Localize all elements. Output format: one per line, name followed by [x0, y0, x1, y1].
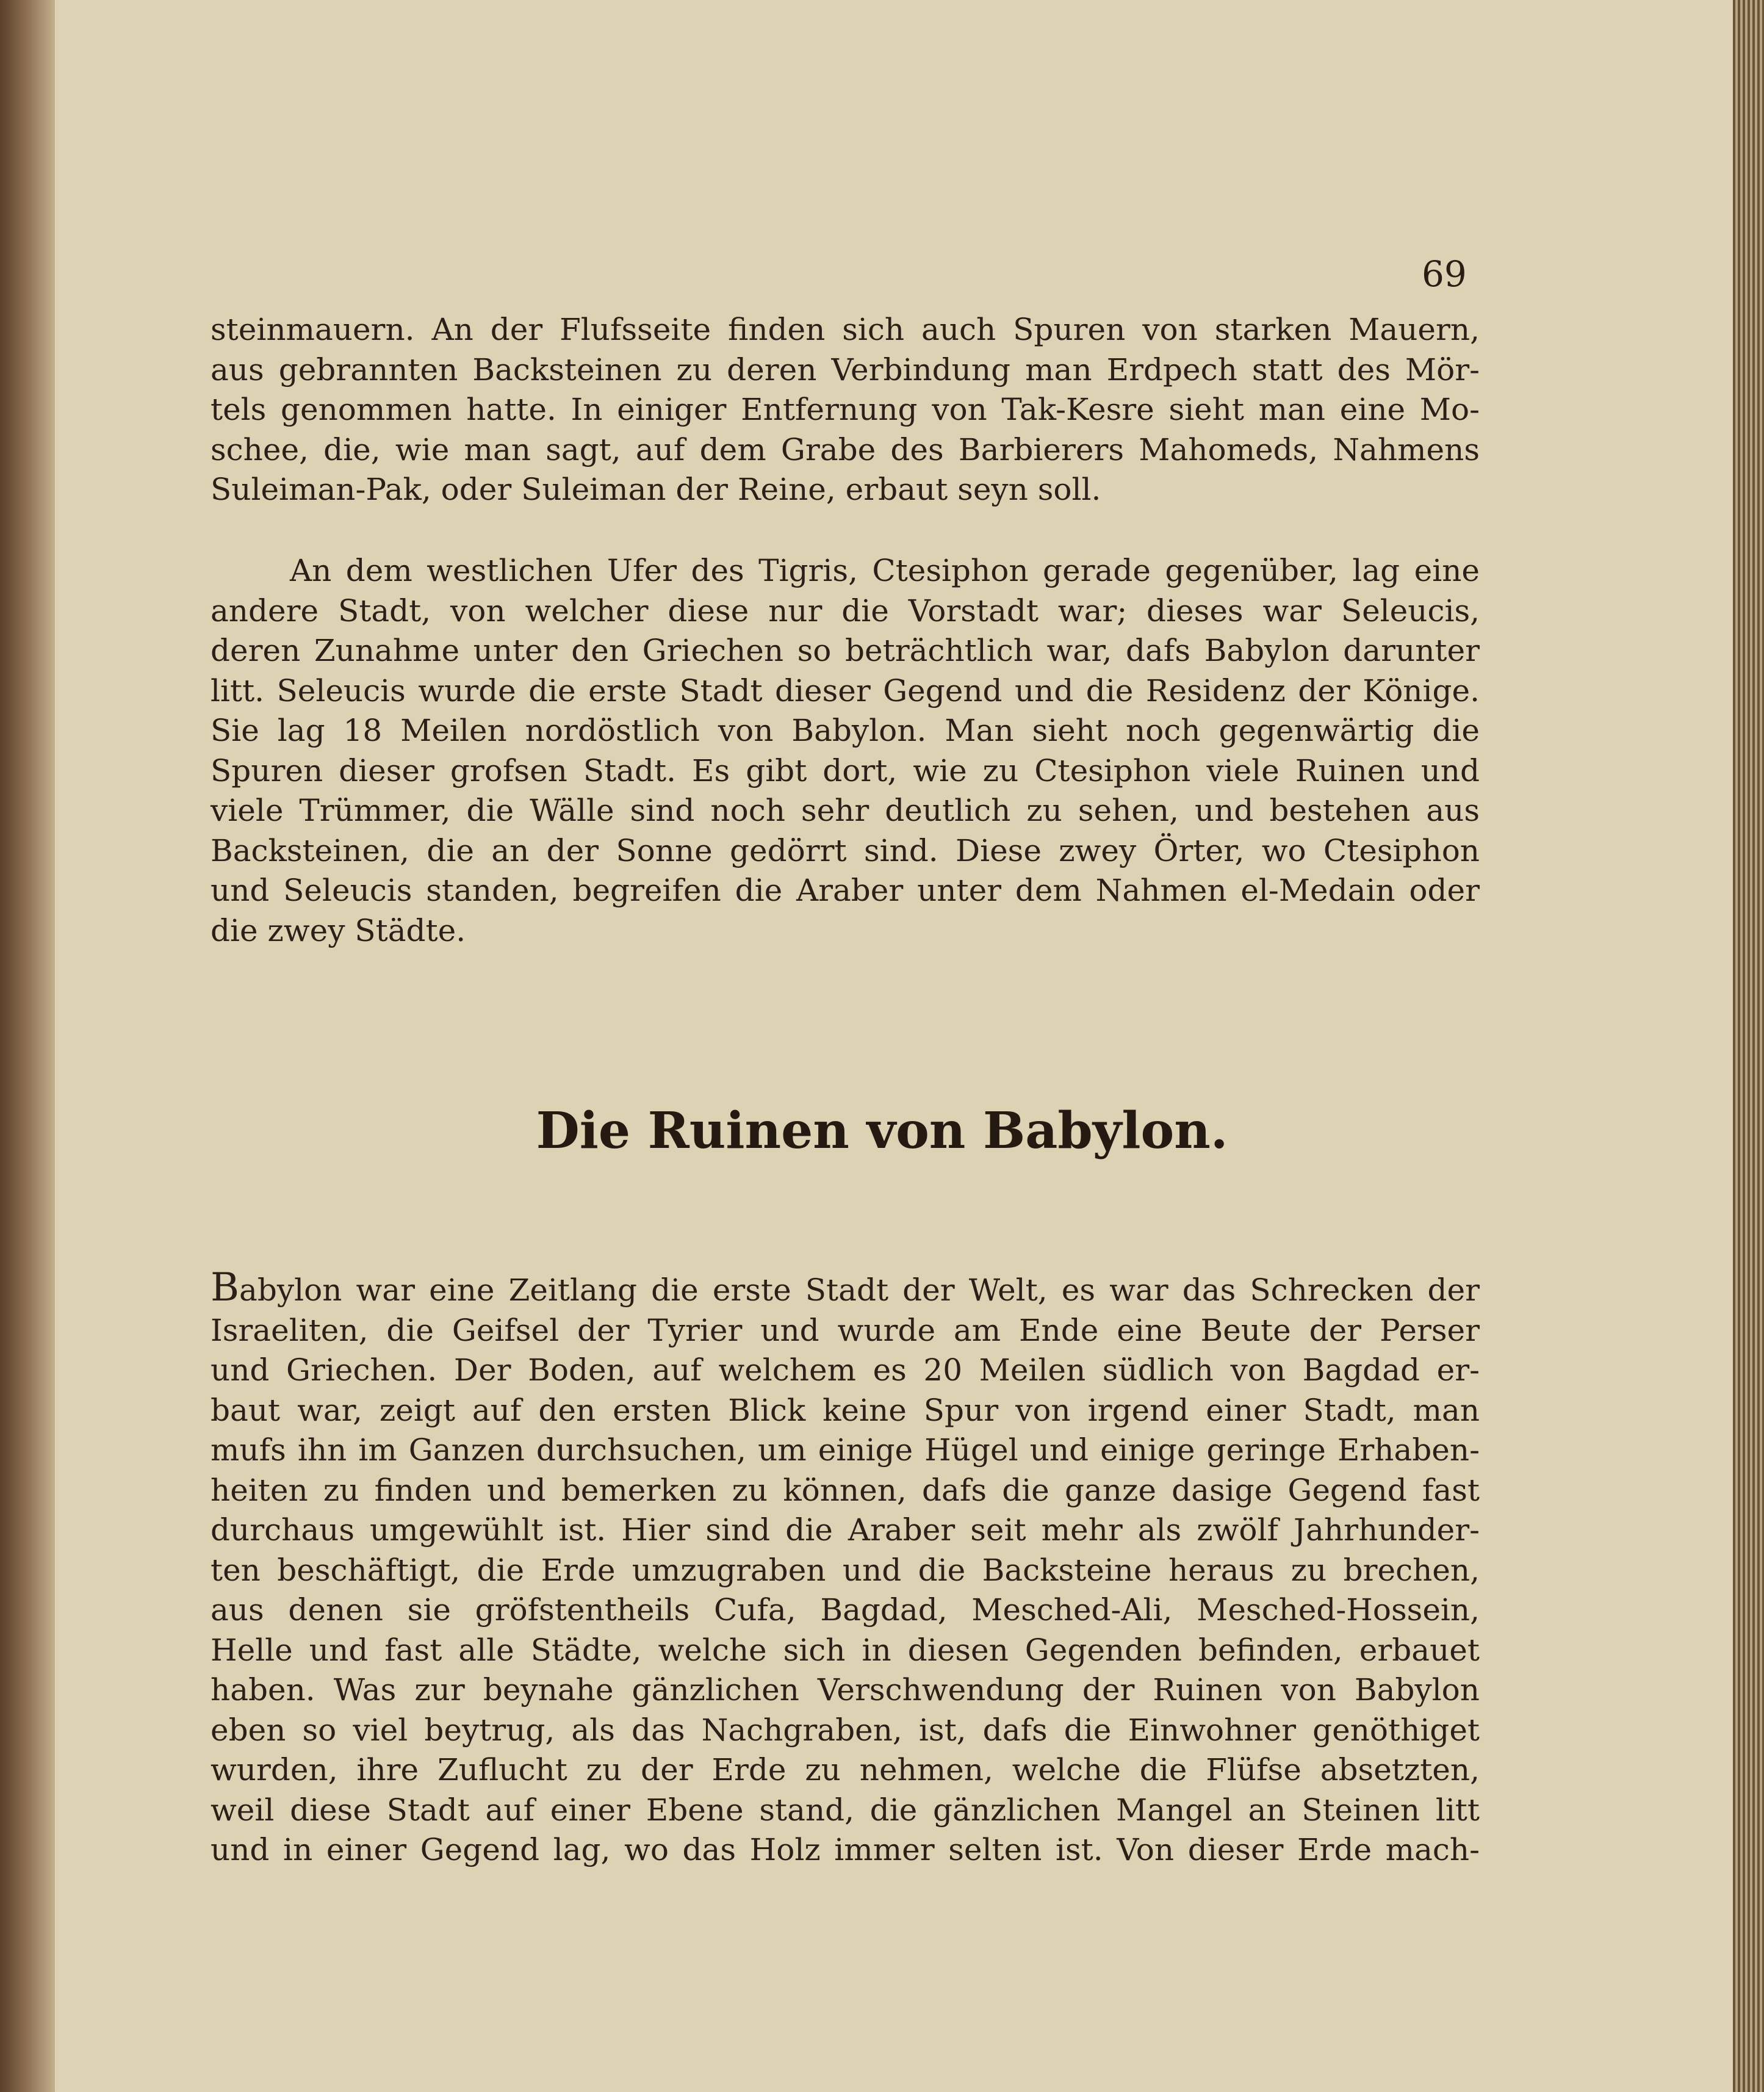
text-line: viele Trümmer, die Wälle sind noch sehr deutlich zu sehen, und bestehen aus	[211, 793, 1480, 828]
text-line: aus gebrannten Backsteinen zu deren Verbindung man Erdpech statt des Mör-	[211, 352, 1480, 388]
text-line: Sie lag 18 Meilen nordöstlich von Babylon. Man sieht noch gegenwärtig die	[211, 713, 1480, 748]
text-line: wurden, ihre Zuflucht zu der Erde zu nehmen, welche die Flüfse absetzten,	[211, 1752, 1480, 1787]
text-line: mufs ihn im Ganzen durchsuchen, um einige Hügel und einige geringe Erhaben-	[211, 1432, 1480, 1468]
text-line: die zwey Städte.	[211, 912, 466, 948]
text-line: ten beschäftigt, die Erde umzugraben und die Backsteine heraus zu brechen,	[211, 1552, 1480, 1588]
text-line: schee, die, wie man sagt, auf dem Grabe des Barbierers Mahomeds, Nahmens	[211, 431, 1480, 467]
text-line: steinmauern. An der Flufsseite finden sich auch Spuren von starken Mauern,	[211, 312, 1480, 347]
text-line: eben so viel beytrug, als das Nachgraben, ist, dafs die Einwohner genöthiget	[211, 1712, 1480, 1748]
page-edges	[1733, 0, 1764, 2092]
text-line: heiten zu finden und bemerken zu können, dafs die ganze dasige Gegend fast	[211, 1472, 1480, 1508]
text-line: tels genommen hatte. In einiger Entfernung von Tak-Kesre sieht man eine Mo-	[211, 392, 1480, 427]
paragraph-3	[211, 1265, 1480, 1870]
drop-cap: B	[211, 1265, 240, 1310]
text-line: andere Stadt, von welcher diese nur die Vorstadt war; dieses war Seleucis,	[211, 593, 1480, 629]
text-line: litt. Seleucis wurde die erste Stadt dieser Gegend und die Residenz der Könige.	[211, 673, 1480, 709]
book-gutter	[0, 0, 55, 2092]
text-line: aus denen sie gröfstentheils Cufa, Bagdad, Mesched-Ali, Mesched-Hossein,	[211, 1592, 1480, 1628]
text-line: baut war, zeigt auf den ersten Blick keine Spur von irgend einer Stadt, man	[211, 1392, 1480, 1428]
text-line: und Seleucis standen, begreifen die Araber unter dem Nahmen el-Medain oder	[211, 873, 1480, 908]
text-line: Spuren dieser grofsen Stadt. Es gibt dort, wie zu Ctesiphon viele Ruinen und	[211, 752, 1480, 788]
page-number: 69	[1422, 253, 1467, 295]
text-line: Suleiman-Pak, oder Suleiman der Reine, erbaut seyn soll.	[211, 472, 1101, 507]
text-line: und in einer Gegend lag, wo das Holz immer selten ist. Von dieser Erde mach-	[211, 1832, 1480, 1867]
text-line-rest: abylon war eine Zeitlang die erste Stadt der Welt, es war das Schrecken der	[239, 1272, 1480, 1308]
text-line: deren Zunahme unter den Griechen so beträchtlich war, dafs Babylon darunter	[211, 633, 1480, 668]
text-line	[211, 1265, 1480, 1311]
text-line: haben. Was zur beynahe gänzlichen Verschwendung der Ruinen von Babylon	[211, 1672, 1480, 1708]
text-line: weil diese Stadt auf einer Ebene stand, die gänzlichen Mangel an Steinen litt	[211, 1792, 1480, 1828]
text-line: und Griechen. Der Boden, auf welchem es 20 Meilen südlich von Bagdad er-	[211, 1352, 1480, 1388]
paragraph-2	[211, 551, 1480, 951]
paragraph-1	[211, 310, 1480, 510]
text-line: durchaus umgewühlt ist. Hier sind die Araber seit mehr als zwölf Jahrhunder-	[211, 1512, 1480, 1548]
text-line: An dem westlichen Ufer des Tigris, Ctesiphon gerade gegenüber, lag eine	[290, 553, 1480, 588]
section-heading: Die Ruinen von Babylon.	[536, 1102, 1228, 1160]
text-line: Israeliten, die Geifsel der Tyrier und wurde am Ende eine Beute der Perser	[211, 1312, 1480, 1348]
text-line: Helle und fast alle Städte, welche sich in diesen Gegenden befinden, erbauet	[211, 1632, 1480, 1668]
text-line: Backsteinen, die an der Sonne gedörrt sind. Diese zwey Örter, wo Ctesiphon	[211, 832, 1480, 868]
